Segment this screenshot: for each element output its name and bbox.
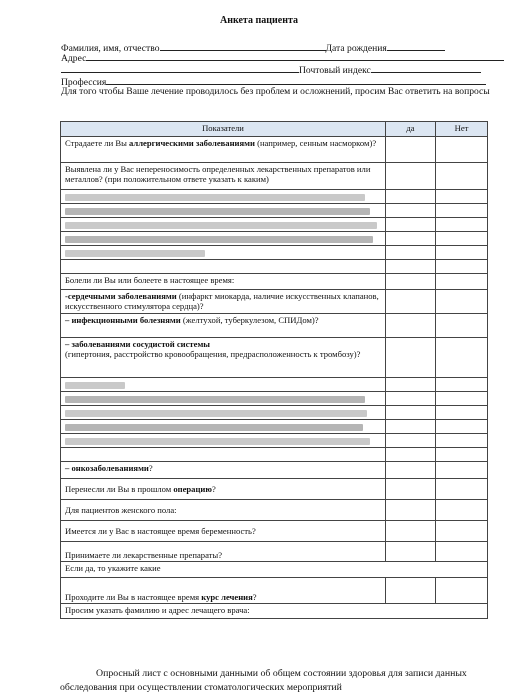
answer-no-cell[interactable] [436, 420, 488, 434]
birth-field[interactable] [387, 41, 445, 51]
table-row [61, 290, 488, 314]
table-row [61, 578, 488, 604]
question-doctor[interactable]: Просим указать фамилию и адрес лечащего врача: [61, 604, 488, 619]
footer-line-1: Опросный лист с основными данными об общем состоянии здоровья для записи данных [96, 668, 467, 679]
answer-no-cell[interactable] [436, 290, 488, 314]
answer-yes-cell[interactable] [386, 204, 436, 218]
answer-yes-cell[interactable] [386, 260, 436, 274]
answer-yes-cell[interactable] [386, 378, 436, 392]
blurred-text [61, 406, 386, 420]
table-row [61, 434, 488, 448]
footer-line-2: обследования при осуществлении стоматологических мероприятий [60, 682, 342, 693]
table-row [61, 204, 488, 218]
table-row [61, 218, 488, 232]
answer-yes-cell[interactable] [386, 448, 436, 462]
document-title: Анкета пациента [220, 15, 298, 26]
question-pregnant: Имеется ли у Вас в настоящее время беременность? [61, 521, 386, 542]
table-row [61, 314, 488, 338]
profession-label: Профессия [61, 77, 107, 88]
answer-yes-cell[interactable] [386, 246, 436, 260]
name-label: Фамилия, имя, отчество [61, 43, 160, 54]
table-row [61, 406, 488, 420]
answer-yes-cell[interactable] [386, 392, 436, 406]
question-meds-which[interactable]: Если да, то укажите какие [61, 562, 488, 578]
table-row [61, 500, 488, 521]
header-indicators: Показатели [61, 122, 386, 137]
table-row [61, 604, 488, 619]
birth-label: Дата рождения [325, 43, 387, 54]
question-cardio: -сердечными заболеваниями (инфаркт миокарда, наличие искусственных клапанов, искусственного стимулятора сердца)? [61, 290, 386, 314]
answer-no-cell[interactable] [436, 448, 488, 462]
question-intolerance: Выявлена ли у Вас непереносимость определенных лекарственных препаратов или металлов? (при положительном ответе указать к каким) [61, 163, 386, 190]
question-surgery: Перенесли ли Вы в прошлом операцию? [61, 479, 386, 500]
answer-no-cell[interactable] [436, 500, 488, 521]
answer-no-cell[interactable] [436, 338, 488, 378]
answer-yes-cell[interactable] [386, 420, 436, 434]
answer-no-cell[interactable] [436, 314, 488, 338]
footer-text [60, 667, 490, 695]
answer-no-cell[interactable] [436, 246, 488, 260]
blurred-text [61, 378, 386, 392]
answer-yes-cell[interactable] [386, 218, 436, 232]
answer-no-cell[interactable] [436, 218, 488, 232]
table-row [61, 448, 488, 462]
answer-no-cell[interactable] [436, 137, 488, 163]
answer-yes-cell[interactable] [386, 190, 436, 204]
table-row [61, 542, 488, 562]
answer-no-cell[interactable] [436, 260, 488, 274]
postal-field[interactable] [371, 63, 481, 73]
header-no: Нет [436, 122, 488, 137]
table-row [61, 521, 488, 542]
question-women: Для пациентов женского пола: [61, 500, 386, 521]
table-row [61, 462, 488, 479]
answer-yes-cell[interactable] [386, 314, 436, 338]
question-onco: – онкозаболеваниями? [61, 462, 386, 479]
table-row [61, 562, 488, 578]
answer-yes-cell[interactable] [386, 521, 436, 542]
answer-yes-cell[interactable] [386, 500, 436, 521]
blurred-text [61, 190, 386, 204]
answer-yes-cell[interactable] [386, 479, 436, 500]
blurred-text [61, 448, 386, 462]
name-field[interactable] [160, 41, 326, 51]
answer-no-cell[interactable] [436, 190, 488, 204]
postal-label: Почтовый индекс [299, 65, 371, 76]
address-label: Адрес [61, 53, 87, 64]
table-row [61, 190, 488, 204]
table-row [61, 163, 488, 190]
answer-yes-cell[interactable] [386, 274, 436, 290]
blurred-text [61, 218, 386, 232]
answer-yes-cell[interactable] [386, 163, 436, 190]
answer-no-cell[interactable] [436, 521, 488, 542]
answer-no-cell[interactable] [436, 392, 488, 406]
blurred-text [61, 204, 386, 218]
answer-yes-cell[interactable] [386, 290, 436, 314]
answer-yes-cell[interactable] [386, 406, 436, 420]
answer-no-cell[interactable] [436, 274, 488, 290]
answer-no-cell[interactable] [436, 406, 488, 420]
blurred-text [61, 420, 386, 434]
answer-no-cell[interactable] [436, 479, 488, 500]
answer-no-cell[interactable] [436, 462, 488, 479]
answer-yes-cell[interactable] [386, 462, 436, 479]
table-row [61, 479, 488, 500]
answer-no-cell[interactable] [436, 232, 488, 246]
answer-no-cell[interactable] [436, 434, 488, 448]
table-header [61, 122, 488, 137]
blurred-text [61, 246, 386, 260]
address-field[interactable] [86, 51, 504, 61]
answer-no-cell[interactable] [436, 163, 488, 190]
question-infect: – инфекционными болезнями (желтухой, туберкулезом, СПИДом)? [61, 314, 386, 338]
table-row [61, 378, 488, 392]
table-row [61, 246, 488, 260]
answer-yes-cell[interactable] [386, 434, 436, 448]
answer-no-cell[interactable] [436, 542, 488, 562]
blurred-text [61, 434, 386, 448]
answer-yes-cell[interactable] [386, 338, 436, 378]
blurred-text [61, 392, 386, 406]
answer-yes-cell[interactable] [386, 542, 436, 562]
header-yes: да [386, 122, 436, 137]
address-field-2[interactable] [61, 63, 299, 73]
blurred-text [61, 232, 386, 246]
question-allergy: Страдаете ли Вы аллергическими заболеваниями (например, сенным насморком)? [61, 137, 386, 163]
table-row [61, 232, 488, 246]
answer-yes-cell[interactable] [386, 578, 436, 604]
table-row [61, 420, 488, 434]
profession-field[interactable] [106, 75, 486, 85]
answer-no-cell[interactable] [436, 378, 488, 392]
questionnaire-table [60, 121, 488, 619]
question-course: Проходите ли Вы в настоящее время курс лечения? [61, 578, 386, 604]
answer-no-cell[interactable] [436, 204, 488, 218]
table-row [61, 260, 488, 274]
question-meds: Принимаете ли лекарственные препараты? [61, 542, 386, 562]
table-row [61, 274, 488, 290]
table-row [61, 137, 488, 163]
answer-no-cell[interactable] [436, 578, 488, 604]
table-row [61, 338, 488, 378]
question-vascular: – заболеваниями сосудистой системы (гипертония, расстройство кровообращения, предрасположенность к тромбозу)? [61, 338, 386, 378]
answer-yes-cell[interactable] [386, 137, 436, 163]
answer-yes-cell[interactable] [386, 232, 436, 246]
intro-text: Для того чтобы Ваше лечение проводилось без проблем и осложнений, просим Вас ответить на вопросы [61, 86, 490, 97]
blurred-text [61, 260, 386, 274]
table-row [61, 392, 488, 406]
question-current: Болели ли Вы или болеете в настоящее время: [61, 274, 386, 290]
